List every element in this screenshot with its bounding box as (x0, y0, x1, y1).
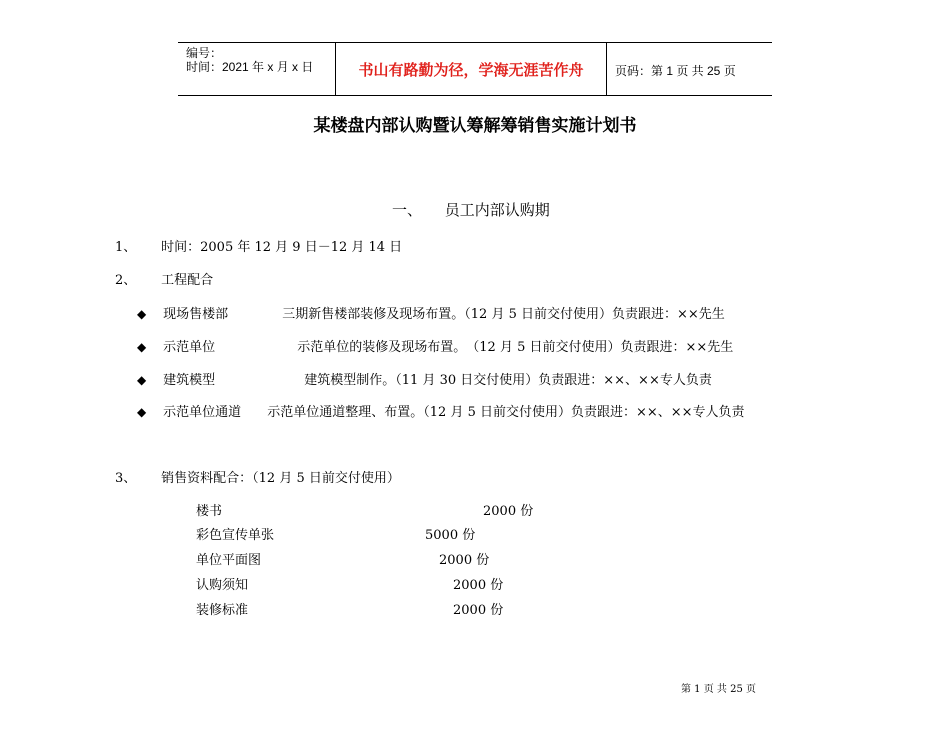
item-text: 工程配合 (161, 273, 214, 288)
material-row (196, 549, 490, 568)
item-sales-materials (115, 467, 400, 486)
item-number: 2、 (115, 273, 137, 288)
material-name: 单位平面图 (196, 553, 262, 568)
section-number: 一、 (392, 201, 423, 219)
material-qty: 2000 份 (453, 603, 504, 618)
diamond-bullet-icon: ◆ (137, 307, 147, 321)
item-engineering (115, 269, 213, 288)
diamond-bullet-icon: ◆ (137, 373, 147, 387)
document-title: 某楼盘内部认购暨认筹解筹销售实施计划书 (313, 116, 637, 136)
time-label: 时间：2021 年 x 月 x 日 (186, 60, 314, 74)
item-text: 销售资料配合：（12 月 5 日前交付使用） (161, 471, 400, 486)
section-label: 员工内部认购期 (444, 201, 550, 219)
material-qty: 2000 份 (439, 553, 490, 568)
bullet-label: 示范单位通道 (163, 405, 242, 420)
material-qty: 2000 份 (483, 504, 534, 519)
bullet-label: 建筑模型 (163, 373, 216, 388)
material-name: 彩色宣传单张 (196, 528, 275, 543)
page-footer: 第 1 页 共 25 页 (681, 684, 756, 695)
bullet-label: 现场售楼部 (163, 307, 229, 322)
item-time (115, 236, 402, 255)
diamond-bullet-icon: ◆ (137, 340, 147, 354)
code-label: 编号： (186, 46, 223, 60)
bullet-item (137, 336, 733, 355)
diamond-bullet-icon: ◆ (137, 405, 147, 419)
header-motto: 书山有路勤为径，学海无涯苦作舟 (335, 43, 607, 95)
material-qty: 5000 份 (425, 528, 476, 543)
bullet-item (137, 303, 725, 322)
material-name: 楼书 (196, 504, 223, 519)
item-number: 1、 (115, 240, 137, 255)
header-page-label: 页码：第 1 页 共 25 页 (615, 64, 736, 78)
section-heading (392, 199, 550, 220)
material-row (196, 599, 504, 618)
material-qty: 2000 份 (453, 578, 504, 593)
bullet-item (137, 369, 712, 388)
bullet-detail: 示范单位的装修及现场布置。 （12 月 5 日前交付使用）负责跟进：××先生 (297, 340, 734, 355)
material-row (196, 500, 534, 519)
header-meta (186, 46, 313, 74)
material-row (196, 524, 476, 543)
bullet-detail: 三期新售楼部装修及现场布置。（12 月 5 日前交付使用）负责跟进：××先生 (282, 307, 725, 322)
material-name: 装修标准 (196, 603, 249, 618)
material-row (196, 574, 504, 593)
item-number: 3、 (115, 471, 137, 486)
page-header (178, 42, 772, 96)
material-name: 认购须知 (196, 578, 249, 593)
bullet-item (137, 401, 745, 420)
item-text: 时间：2005 年 12 月 9 日－12 月 14 日 (161, 240, 403, 255)
bullet-detail: 建筑模型制作。（11 月 30 日交付使用）负责跟进：××、××专人负责 (304, 373, 712, 388)
bullet-label: 示范单位 (163, 340, 216, 355)
bullet-detail: 示范单位通道整理、布置。（12 月 5 日前交付使用）负责跟进：××、××专人负责 (267, 405, 745, 420)
